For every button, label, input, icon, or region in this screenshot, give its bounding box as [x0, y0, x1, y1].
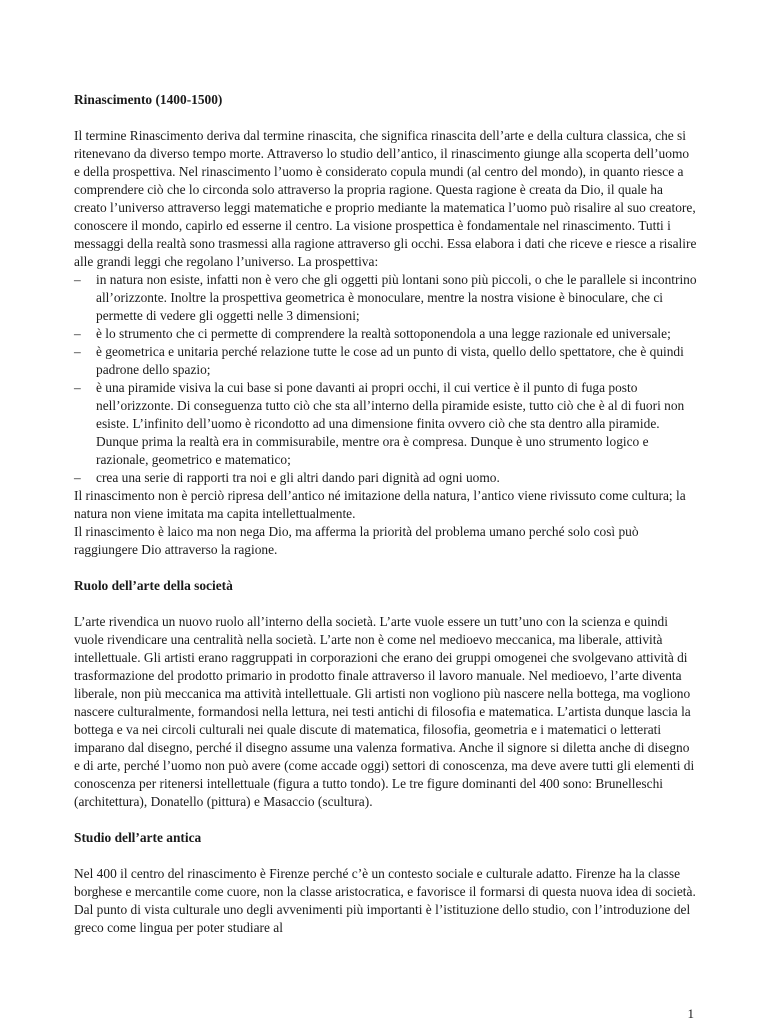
list-item: [74, 343, 698, 379]
paragraph-intro: Il termine Rinascimento deriva dal termine rinascita, che significa rinascita dell’arte e della cultura classica, che si ritenevano da diverso tempo morte. Attraverso lo studio dell’antico, il rinascimento giunge alla scoperta dell’uomo e della prospettiva. Nel rinascimento l’uomo è considerato copula mundi (al centro del mondo), in quanto riesce a comprendere ciò che lo circonda solo attraverso la propria ragione. Questa ragione è creata da Dio, il quale ha creato l’universo attraverso leggi matematiche e proprio mediante la matematica l’uomo può risalire al suo creatore, conoscere il mondo, capirlo ed esserne il centro. La visione prospettica è fondamentale nel rinascimento. Tutti i messaggi della realtà sono trasmessi alla ragione attraverso gli occhi. Essa elabora i dati che riceve e riesce a risalire alle grandi leggi che regolano l’universo. La prospettiva:: [74, 128, 697, 269]
paragraph-after-list-1: Il rinascimento non è perciò ripresa dell’antico né imitazione della natura, l’antico viene rivissuto come cultura; la natura non viene imitata ma capita intellettualmente.: [74, 488, 686, 521]
dash-marker: –: [74, 380, 81, 395]
paragraph-after-list-2: Il rinascimento è laico ma non nega Dio, ma afferma la priorità del problema umano perché solo così può raggiungere Dio attraverso la ragione.: [74, 524, 639, 557]
section-heading-studio-arte-antica: Studio dell’arte antica: [74, 830, 202, 845]
page-number: 1: [687, 1006, 694, 1021]
list-item: [74, 469, 698, 487]
list-item: [74, 379, 698, 469]
dash-marker: –: [74, 272, 81, 287]
document-page: [74, 91, 698, 937]
prospettiva-list: [74, 271, 698, 487]
list-item-text: crea una serie di rapporti tra noi e gli altri dando pari dignità ad ogni uomo.: [96, 470, 500, 485]
dash-marker: –: [74, 470, 81, 485]
dash-marker: –: [74, 326, 81, 341]
list-item-text: è geometrica e unitaria perché relazione tutte le cose ad un punto di vista, quello dello spettatore, che è quindi padrone dello spazio;: [96, 344, 684, 377]
list-item-text: in natura non esiste, infatti non è vero che gli oggetti più lontani sono più piccoli, o che le parallele si incontrino all’orizzonte. Inoltre la prospettiva geometrica è monoculare, mentre la nostra visione è binoculare, che ci permette di vedere gli oggetti nelle 3 dimensioni;: [96, 272, 697, 323]
list-item: [74, 271, 698, 325]
section-heading-rinascimento: Rinascimento (1400-1500): [74, 92, 223, 107]
section-heading-ruolo-arte: Ruolo dell’arte della società: [74, 578, 233, 593]
list-item-text: è una piramide visiva la cui base si pone davanti ai propri occhi, il cui vertice è il punto di fuga posto nell’orizzonte. Di conseguenza tutto ciò che sta all’interno della piramide esiste, tutto ciò che è al di fuori non esiste. L’infinito dell’uomo è ricondotto ad una dimensione finita ovvero ciò che sta dentro alla piramide. Dunque prima la realtà era in commisurabile, mentre ora è compresa. Dunque è uno strumento logico e razionale, geometrico e matematico;: [96, 380, 685, 467]
list-item-text: è lo strumento che ci permette di comprendere la realtà sottoponendola a una legge razionale ed universale;: [96, 326, 671, 341]
paragraph-studio-arte-antica: Nel 400 il centro del rinascimento è Firenze perché c’è un contesto sociale e culturale adatto. Firenze ha la classe borghese e mercantile come cuore, non la classe aristocratica, e favorisce il formarsi di questa nuova idea di società. Dal punto di vista culturale uno degli avvenimenti più importanti è l’istituzione dello studio, con l’introduzione del greco come lingua per poter studiare al: [74, 866, 696, 935]
list-item: [74, 325, 698, 343]
paragraph-ruolo-arte: L’arte rivendica un nuovo ruolo all’interno della società. L’arte vuole essere un tutt’uno con la scienza e quindi vuole rivendicare una centralità nella società. L’arte non è come nel medioevo meccanica, ma liberale, attività intellettuale. Gli artisti erano raggruppati in corporazioni che erano dei gruppi omogenei che svolgevano attività di trasformazione del prodotto primario in prodotto finale attraverso il lavoro manuale. Nel medioevo, l’arte diventa liberale, non più meccanica ma attività intellettuale. Gli artisti non vogliono più nascere nella bottega, ma vogliono nascere culturalmente, formandosi nella lettura, nei testi antichi di filosofia e matematica. L’artista dunque lascia la bottega e va nei circoli culturali nei quale discute di matematica, filosofia, geometria e i matematici o letterati imparano dal disegno, perché il disegno assume una valenza formativa. Anche il signore si diletta anche di disegno e di arte, perché l’uomo non può avere (come accade oggi) settori di conoscenza, ma deve avere tutti gli elementi di conoscenza per ritenersi intellettuale (figura a tutto tondo). Le tre figure dominanti del 400 sono: Brunelleschi (architettura), Donatello (pittura) e Masaccio (scultura).: [74, 614, 695, 809]
dash-marker: –: [74, 344, 81, 359]
